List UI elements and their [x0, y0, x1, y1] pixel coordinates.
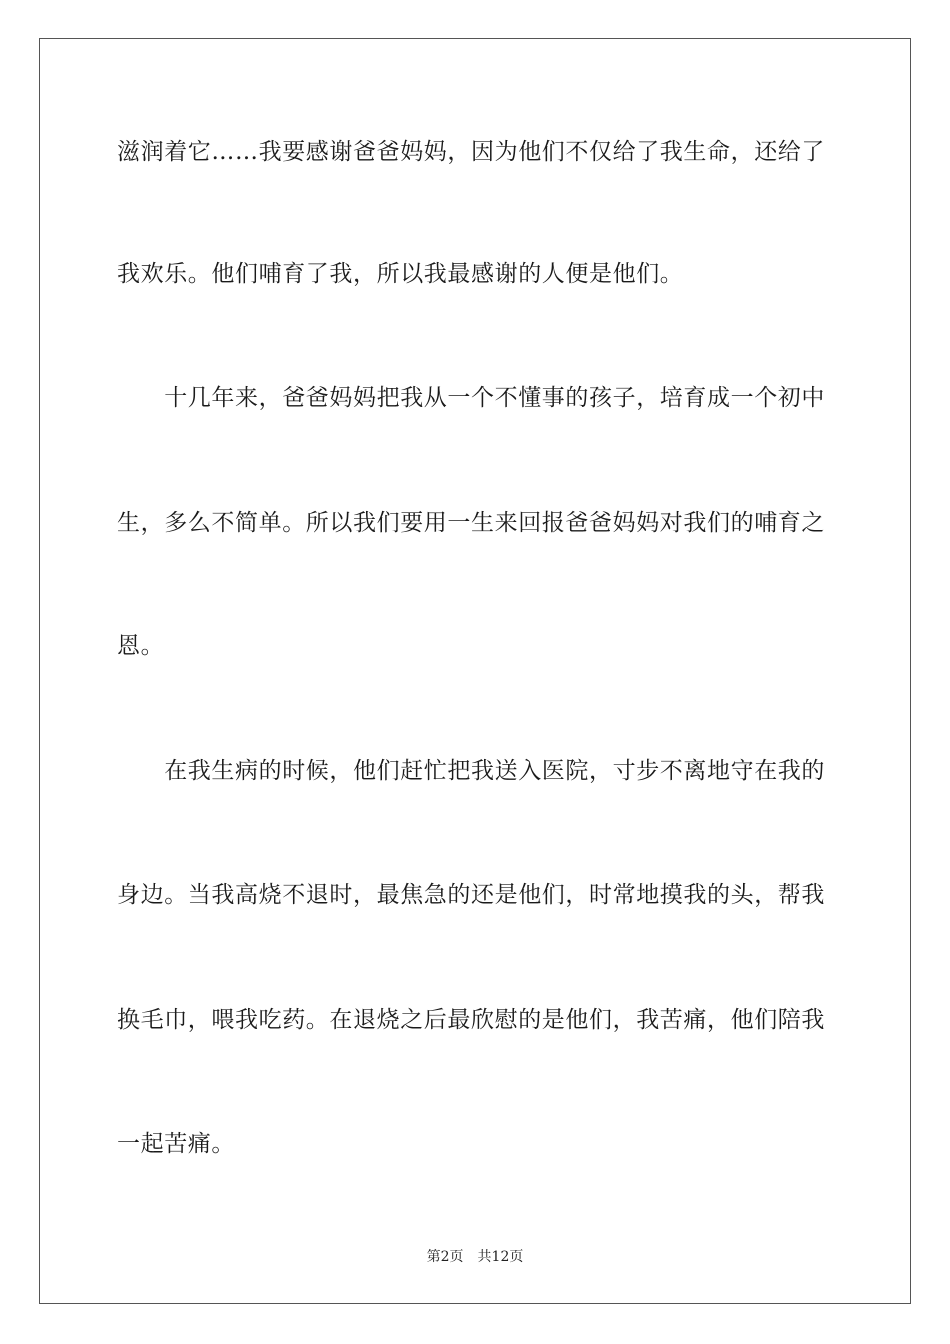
- text-line: 一起苦痛。: [117, 1131, 235, 1157]
- page-border: [39, 38, 911, 1304]
- page-footer: [0, 1248, 950, 1266]
- page-number: 第2页: [426, 1249, 464, 1265]
- page-total: 共12页: [477, 1249, 524, 1265]
- text-line: 我欢乐。他们哺育了我，所以我最感谢的人便是他们。: [117, 261, 684, 287]
- text-line: 在我生病的时候，他们赶忙把我送入医院，寸步不离地守在我的: [117, 758, 825, 784]
- text-line: 生，多么不简单。所以我们要用一生来回报爸爸妈妈对我们的哺育之: [117, 510, 825, 536]
- text-line: 十几年来，爸爸妈妈把我从一个不懂事的孩子，培育成一个初中: [117, 385, 825, 411]
- text-line: 换毛巾，喂我吃药。在退烧之后最欣慰的是他们，我苦痛，他们陪我: [117, 1007, 825, 1033]
- text-line: 身边。当我高烧不退时，最焦急的还是他们，时常地摸我的头，帮我: [117, 882, 825, 908]
- text-line: 滋润着它……我要感谢爸爸妈妈，因为他们不仅给了我生命，还给了: [117, 139, 825, 165]
- text-line: 恩。: [117, 633, 165, 659]
